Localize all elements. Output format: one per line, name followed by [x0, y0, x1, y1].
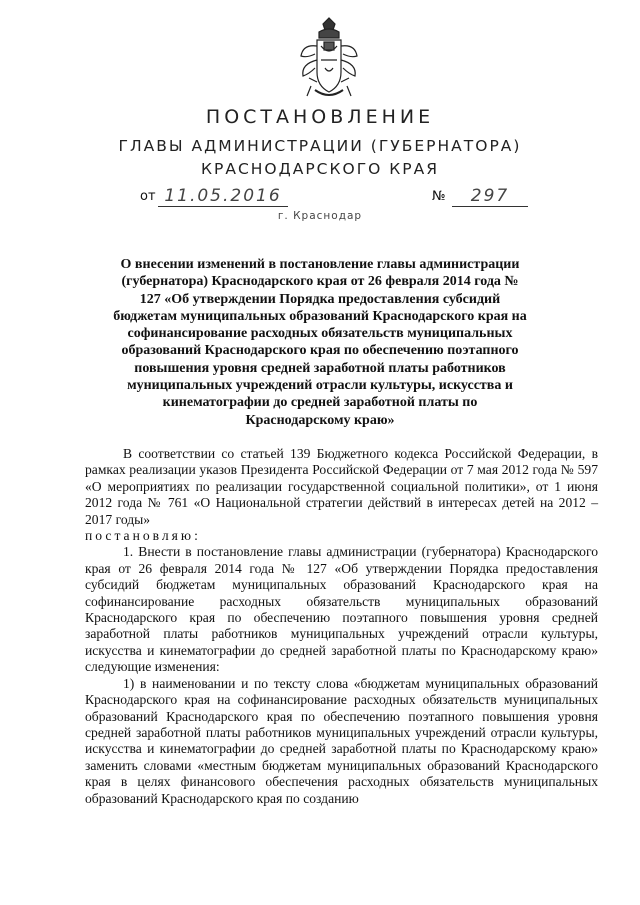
resolution-word: постановляю:	[85, 528, 201, 544]
date-label: от	[140, 189, 156, 204]
clause-1-1-paragraph: 1) в наименовании и по тексту слова «бюджетам муниципальных образований Краснодарского края на софинансирование расходных обязательств муниципальных образований Краснодарского края по обеспечению поэтапного повышения уровня средней заработной платы работников муниципальных учреждений отрасли культуры, искусства и кинематографии до средней заработной платы по Краснодарскому краю» заменить словами «местным бюджетам муниципальных образований Краснодарского края в целях финансового обеспечения расходных обязательств муниципальных образований Краснодарского края по созданию	[85, 675, 598, 806]
coat-of-arms-emblem	[297, 16, 361, 102]
document-date: 11.05.2016	[158, 186, 288, 207]
document-title: О внесении изменений в постановление главы администрации (губернатора) Краснодарского края от 26 февраля 2014 года № 127 «Об утверждении Порядка предоставления субсидий бюджетам муниципальных образований Краснодарского края на софинансирование расходных обязательств муниципальных образований Краснодарского края по обеспечению поэтапного повышения уровня средней заработной платы работников муниципальных учреждений отрасли культуры, искусства и кинематографии до средней заработной платы по Краснодарскому краю»	[113, 257, 527, 428]
number-label: №	[432, 189, 446, 204]
document-type-heading: ПОСТАНОВЛЕНИЕ	[205, 106, 435, 128]
document-number: 297	[452, 186, 528, 207]
date-number-line	[0, 186, 640, 210]
document-body	[85, 446, 598, 807]
clause-1-paragraph: 1. Внести в постановление главы администрации (губернатора) Краснодарского края от 26 февраля 2014 года № 127 «Об утверждении Порядка предоставления субсидий бюджетам муниципальных образований Краснодарского края на софинансирование расходных обязательств муниципальных образований Краснодарского края по обеспечению поэтапного повышения уровня средней заработной платы работников муниципальных учреждений отрасли культуры, искусства и кинематографии до средней заработной платы по Краснодарскому краю» следующие изменения:	[85, 544, 598, 675]
preamble-paragraph: В соответствии со статьей 139 Бюджетного кодекса Российской Федерации, в рамках реализации указов Президента Российской Федерации от 7 мая 2012 года № 597 «О мероприятиях по реализации государственной социальной политики», от 1 июня 2012 года № 761 «О Национальной стратегии действий в интересах детей на 2012 – 2017 годы»	[85, 446, 598, 527]
city-label: г. Краснодар	[277, 210, 363, 222]
region-heading: КРАСНОДАРСКОГО КРАЯ	[200, 160, 440, 178]
authority-heading: ГЛАВЫ АДМИНИСТРАЦИИ (ГУБЕРНАТОРА)	[118, 137, 522, 155]
